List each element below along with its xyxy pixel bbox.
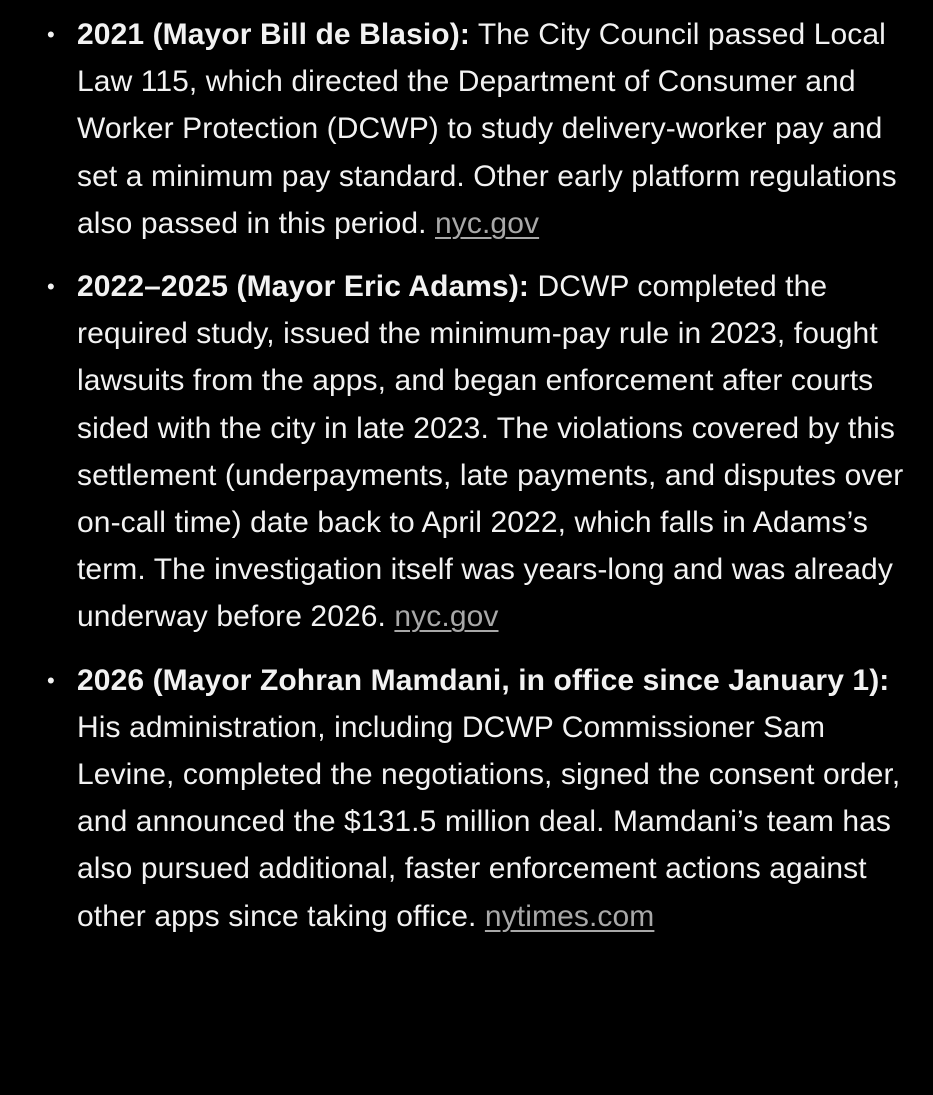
source-link[interactable]: nyc.gov [435, 206, 540, 240]
item-text: The City Council passed Local Law 115, which directed the Department of Consumer and Worker Protection (DCWP) to study delivery-worker pay and set a minimum pay standard. Other early platform regulations also passed in this period. [77, 18, 897, 240]
bullet-icon: • [47, 274, 55, 300]
list-item [0, 657, 933, 940]
bullet-icon: • [47, 22, 55, 47]
item-text: DCWP completed the required study, issued the minimum-pay rule in 2023, fought lawsuits from the apps, and began enforcement after courts sided with the city in late 2023. The violations covered by this settlement (underpayments, late payments, and disputes over on-call time) date back to April 2022, which falls in Adams’s term. The investigation itself was years-long and was already underway before 2026. [77, 270, 904, 634]
item-text: His administration, including DCWP Commissioner Sam Levine, completed the negotiations, signed the consent order, and announced the $131.5 million deal. Mamdani’s team has also pursued additional, faster enforcement actions against other apps since taking office. [77, 710, 901, 933]
source-link[interactable]: nytimes.com [484, 899, 655, 933]
bullet-icon: • [47, 667, 55, 693]
list-item [0, 0, 933, 247]
list-item [0, 263, 933, 641]
item-heading: 2022–2025 (Mayor Eric Adams): [77, 270, 530, 304]
item-heading: 2026 (Mayor Zohran Mamdani, in office since January 1): [77, 663, 890, 697]
item-heading: 2021 (Mayor Bill de Blasio): [77, 18, 470, 51]
source-link[interactable]: nyc.gov [394, 600, 499, 634]
